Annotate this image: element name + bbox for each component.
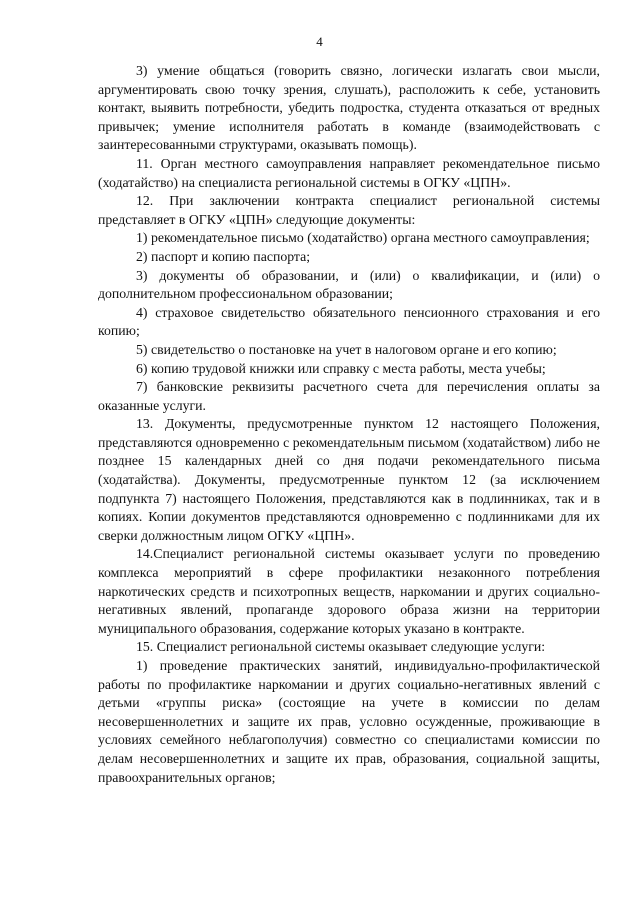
paragraph-11: 11. Орган местного самоуправления направляет рекомендательное письмо (ходатайство) на специалиста региональной системы в ОГКУ «ЦПН». bbox=[98, 155, 600, 190]
document-item-4: 4) страховое свидетельство обязательного пенсионного страхования и его копию; bbox=[98, 304, 600, 339]
document-body bbox=[98, 62, 600, 787]
document-item-2: 2) паспорт и копию паспорта; bbox=[136, 248, 311, 264]
document-item-1: 1) рекомендательное письмо (ходатайство) органа местного самоуправления; bbox=[136, 230, 590, 246]
paragraph-skill-3: 3) умение общаться (говорить связно, логически излагать свои мысли, аргументировать свою точку зрения, слушать), расположить к себе, установить контакт, выявить потребности, убедить подростка, студента отказаться от вредных привычек; умение исполнителя работать в команде (взаимодействовать с заинтересованными структурами, оказывать помощь). bbox=[98, 63, 600, 153]
document-item-5: 5) свидетельство о постановке на учет в налоговом органе и его копию; bbox=[136, 341, 557, 357]
document-item-7: 7) банковские реквизиты расчетного счета для перечисления оплаты за оказанные услуги. bbox=[98, 379, 600, 413]
paragraph-13: 13. Документы, предусмотренные пунктом 12 настоящего Положения, представляются одновременно с рекомендательным письмом (ходатайством) либо не позднее 15 календарных дней со дня подачи рекомендательного письма (ходатайства). Документы, предусмотренные пунктом 12 (за исключением подпункта 7) настоящего Положения, представляются как в подлинниках, так и в копиях. Копии документов представляются одновременно с подлинниками для их сверки должностным лицом ОГКУ «ЦПН». bbox=[98, 416, 600, 543]
service-item-1: 1) проведение практических занятий, индивидуально-профилактической работы по профилактике наркомании и других социально-негативных явлений с детьми «группы риска» (состоящие на учете в комиссии по делам несовершеннолетних и защите их прав, условно осужденные, проживающие в условиях семейного неблагополучия) совместно со специалистами комиссии по делам несовершеннолетних и защите их прав, образования, социальной защиты, правоохранительных органов; bbox=[98, 658, 600, 785]
document-item-6: 6) копию трудовой книжки или справку с места работы, места учебы; bbox=[136, 360, 546, 376]
paragraph-12: 12. При заключении контракта специалист региональной системы представляет в ОГКУ «ЦПН» следующие документы: bbox=[98, 193, 600, 227]
page-number: 4 bbox=[316, 34, 323, 49]
paragraph-14: 14.Специалист региональной системы оказывает услуги по проведению комплекса мероприятий в сфере профилактики незаконного потребления наркотических средств и психотропных веществ, наркомании и других социально-негативных явлений, пропаганде здорового образа жизни на территории муниципального образования, содержание которых указано в контракте. bbox=[98, 546, 600, 636]
document-item-3: 3) документы об образовании, и (или) о квалификации, и (или) о дополнительном профессиональном образовании; bbox=[98, 267, 600, 302]
paragraph-15: 15. Специалист региональной системы оказывает следующие услуги: bbox=[136, 639, 546, 655]
